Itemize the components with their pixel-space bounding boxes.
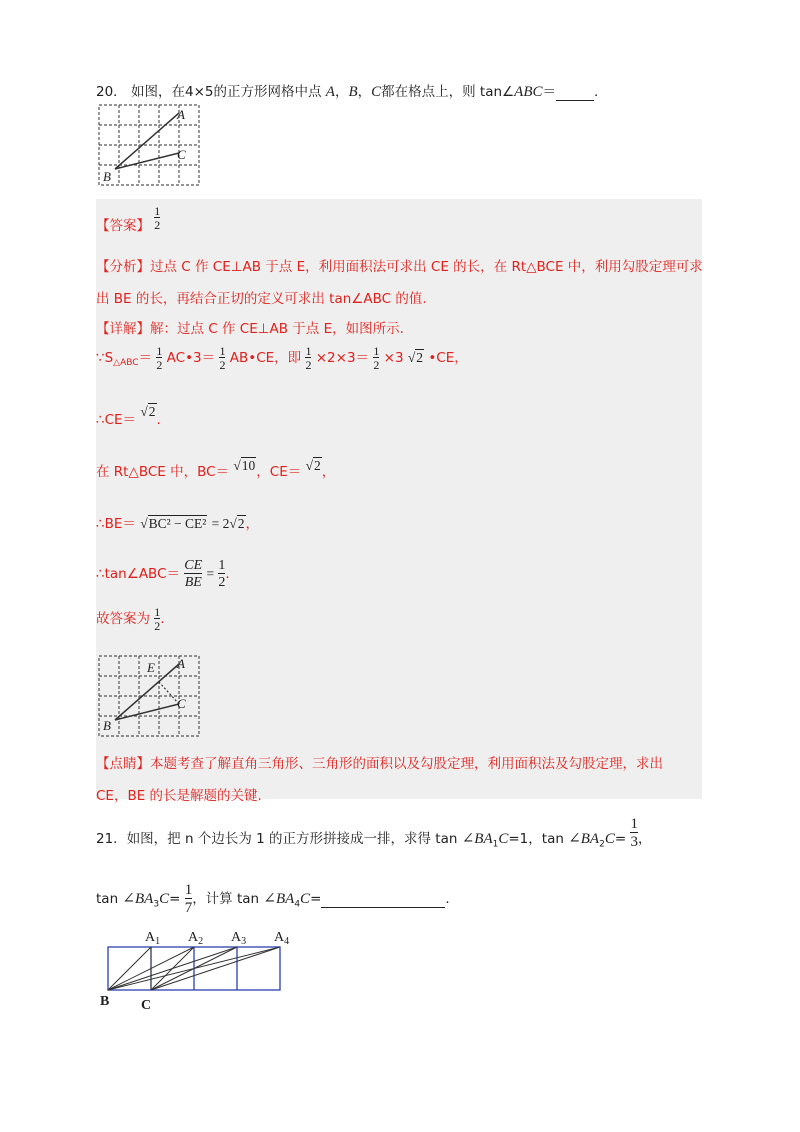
d2-sqrt: √2 [140,404,156,419]
q20-end: . [594,84,599,100]
q21-frac2-num: 1 [630,816,638,832]
q20-text-b: 都在格点上，则 tan∠ [381,84,515,100]
q21-frac3-den: 7 [184,900,193,916]
d6-prefix: 故答案为 [96,611,150,627]
q20-point-c: C [371,84,382,100]
q21-frac2 [630,816,638,850]
fig2-label-c: C [177,696,186,711]
answer-tag: 【答案】 [96,218,150,234]
answer-line [96,204,161,234]
q21-angle1: ∠BA [461,831,493,847]
d5-prefix: ∴tan∠ABC＝ [96,566,180,582]
d6-end: . [160,611,165,627]
d1-frac4: $\frac{1}{2}$ [373,344,380,372]
q20-angle-abc: ABC [514,84,543,100]
d1-frac3: $\frac{1}{2}$ [305,344,312,372]
q21-eq3: = [169,891,181,907]
d4-sqrt2: √2 [229,516,245,531]
d3-sqrt1: √10 [233,458,256,473]
comment-tag: 【点睛】 [96,756,150,772]
q21-frac3-num: 1 [184,882,193,898]
q20-point-a: A [325,84,335,100]
d3-rad1: 10 [241,458,256,473]
fig2-label-b: B [103,718,111,733]
q20-text-c: ＝ [542,84,557,100]
q21-text-b: ，计算 [192,891,233,907]
d4-rad: BC² − CE² [148,516,207,531]
detail-line6 [96,606,165,632]
fig1-label-b: B [103,169,111,184]
q20-line [96,80,598,101]
d5-den: BE [184,575,202,590]
d1-e: •CE， [428,350,468,366]
answer-fraction [154,205,160,231]
strip-label-a1: $A_1$ [145,930,161,947]
q21-sub3: 3 [153,899,160,910]
q21-tan4: tan [236,891,260,907]
q21-comma: ， [637,831,652,847]
q20-solution-figure [97,654,201,738]
d4-rad2: 2 [237,516,245,531]
fig1-label-a: A [177,107,185,122]
comment-text1: 本题考查了解直角三角形、三角形的面积以及勾股定理，利用面积法及勾股定理，求出 [150,756,663,772]
detail-tag: 【详解】 [96,321,150,337]
fig2-label-a: A [177,656,185,671]
strip-label-a3: $A_3$ [231,930,247,947]
q21-angle2: ∠BA [568,831,600,847]
q21-c3: C [159,891,170,907]
d3-a: 在 Rt△BCE 中，BC＝ [96,464,230,480]
d1-rad: 2 [416,350,424,365]
d1-frac1: $\frac{1}{2}$ [156,344,163,372]
q21-eq4: = [310,891,322,907]
q21-sub1: 1 [492,839,499,850]
detail-line3 [96,460,335,480]
q21-c4: C [300,891,311,907]
d6-num: 1 [154,605,161,619]
q21-line1 [96,816,652,856]
q21-val1: =1，tan [508,831,564,847]
d2-rad: 2 [148,404,156,419]
d2-end: . [156,412,161,428]
q20-number: 20． [96,84,127,100]
detail-line0 [96,317,404,337]
q21-c2: C [604,831,615,847]
comment-line2: CE，BE 的长是解题的关键. [96,788,262,804]
comment-line1 [96,752,663,772]
d1-frac2: $\frac{1}{2}$ [219,344,226,372]
q21-frac2-den: 3 [630,834,638,850]
d4-eq: = 2 [211,516,230,531]
segment-ce [159,682,179,704]
d1-eq: ＝ [138,350,153,366]
q21-text-a: 如图，把 n 个边长为 1 的正方形拼接成一排，求得 tan [126,831,458,847]
q21-sub2: 2 [599,839,605,850]
q20-point-b: B [348,84,358,100]
q21-squares-figure [96,925,306,1013]
d5-den2: 2 [218,575,226,590]
q21-answer-blank [321,891,445,908]
q20-text-a: 如图，在4×5的正方形网格中点 [130,84,322,100]
analysis-line2: 出 BE 的长，再结合正切的定义可求出 tan∠ABC 的值. [96,291,427,307]
q21-tan3: tan [96,891,119,907]
answer-den: 2 [154,218,161,232]
q21-sub4: 4 [294,899,301,910]
d5-end: . [225,566,230,582]
d5-eq: = [206,566,215,581]
analysis-line1 [96,255,703,275]
d4-sqrt: √BC² − CE² [140,516,207,531]
d6-den: 2 [154,619,161,633]
d3-sqrt2: √2 [305,458,321,473]
q20-sep1: ， [334,84,349,100]
fig1-label-c: C [177,147,186,162]
q21-line2 [96,882,450,916]
strip-label-c: C [141,998,152,1013]
d4-end: ， [245,516,260,532]
q21-number: 21． [96,831,127,847]
answer-num: 1 [154,204,161,218]
q20-sep2: ， [357,84,372,100]
d1-d: ×3 [383,350,404,366]
d5-frac1 [184,558,202,590]
d5-num: CE [184,558,203,573]
d2-prefix: ∴CE＝ [96,412,137,428]
detail-line2 [96,404,161,428]
analysis-tag: 【分析】 [96,259,150,275]
q21-angle4: ∠BA [263,891,295,907]
strip-label-a2: $A_2$ [188,930,204,947]
d3-b: ，CE＝ [256,464,302,480]
d3-c: ， [321,464,336,480]
detail-intro: 解：过点 C 作 CE⊥AB 于点 E，如图所示. [150,321,404,337]
d1-a: AC•3＝ [166,350,216,366]
d1-prefix: ∵S [96,350,114,366]
d1-c: ×2×3＝ [315,350,370,366]
q21-c1: C [498,831,509,847]
q20-answer-blank [556,84,594,101]
d3-rad2: 2 [313,458,321,473]
detail-line1 [96,345,468,371]
strip-label-b: B [100,994,110,1009]
q20-grid-figure [97,103,201,187]
d4-prefix: ∴BE＝ [96,516,136,532]
d1-b: AB•CE，即 [229,350,302,366]
analysis-text1: 过点 C 作 CE⊥AB 于点 E，利用面积法可求出 CE 的长，在 Rt△BCE 中，利用勾股定理可求 [150,259,703,275]
d1-sub: △ABC [113,358,139,368]
d5-num2: 1 [218,558,226,573]
detail-line4 [96,512,259,532]
q21-end: . [445,891,450,907]
detail-line5 [96,558,230,590]
d1-sqrt: √2 [407,350,424,365]
fig2-label-e: E [147,660,155,675]
q21-eq2: = [614,831,627,847]
q21-angle3: ∠BA [122,891,154,907]
strip-label-a4: $A_4$ [274,930,290,947]
